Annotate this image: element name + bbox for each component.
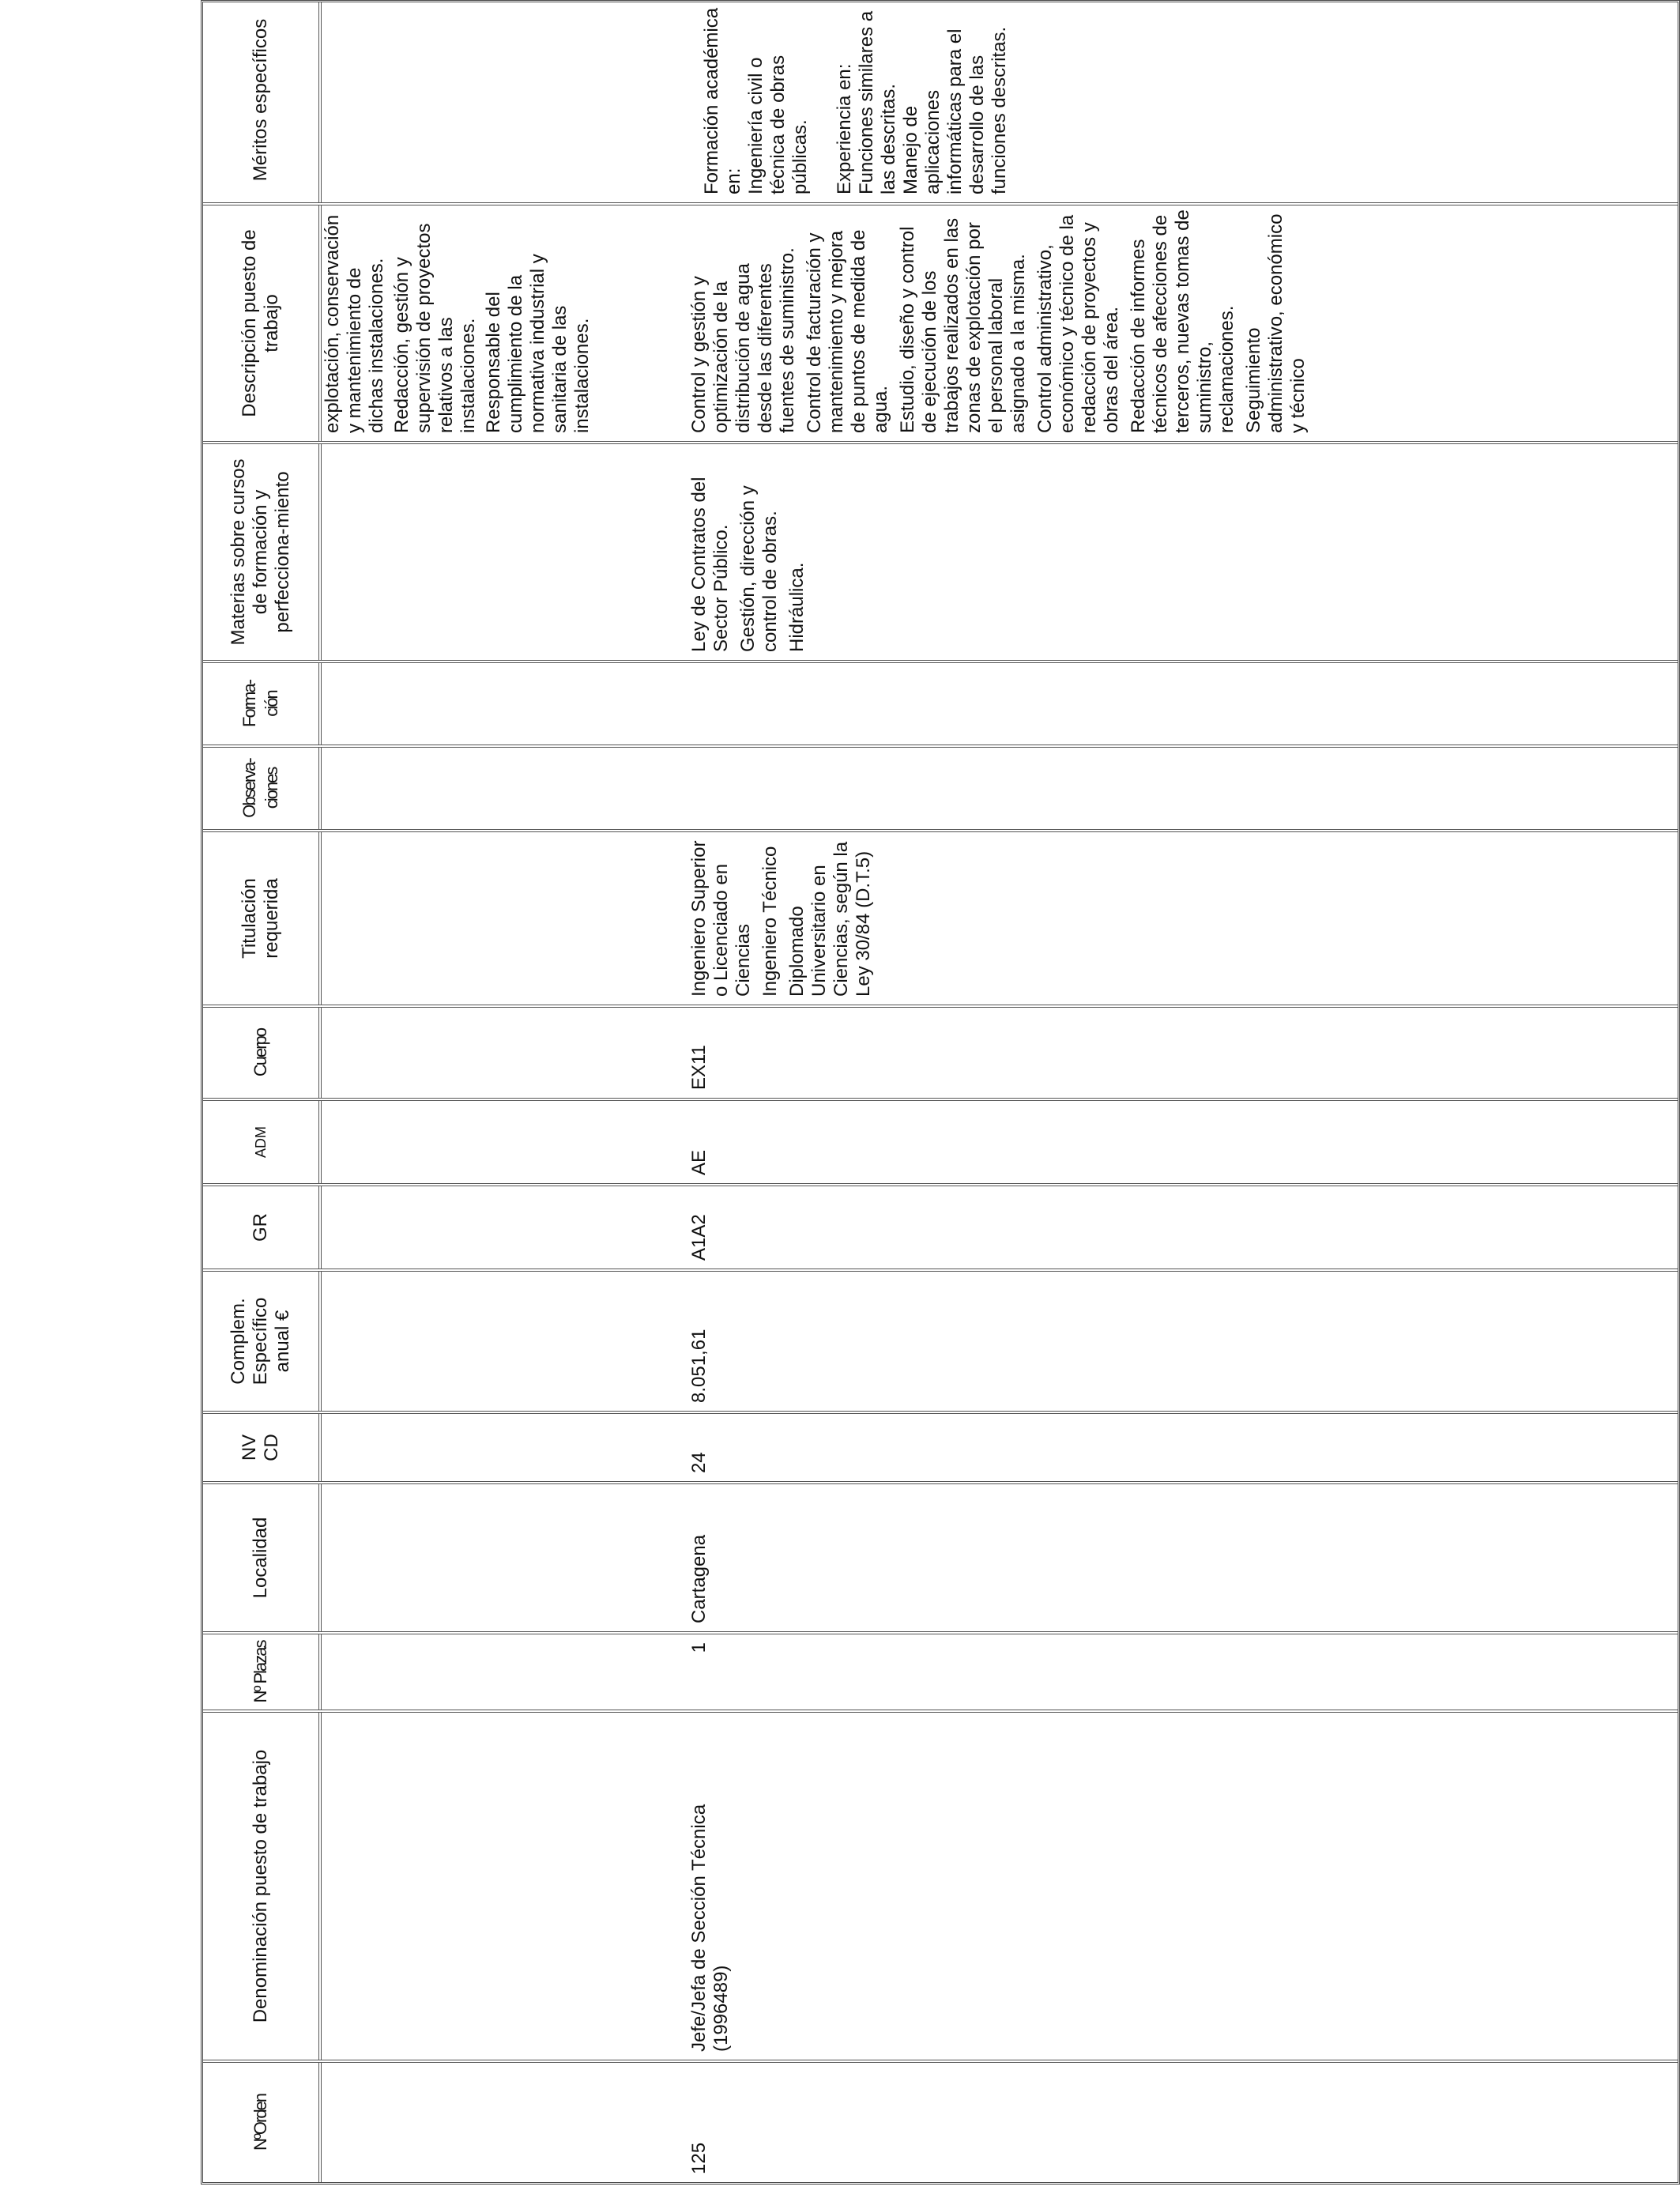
descripcion-item: Estudio, diseño y control de ejecución de los trabajos realizados en las zonas de explotación por el personal laboral asignado a la misma.	[897, 217, 1029, 433]
header-denominacion: Denominación puesto de trabajo	[203, 1713, 322, 2060]
cell-descripcion-previous	[322, 209, 597, 433]
titulacion-item: Ingeniero Superior o Licenciado en Ciencias	[688, 840, 754, 997]
header-descripcion: Descripción puesto de trabajo	[203, 205, 322, 441]
column-titulacion	[203, 829, 1678, 1005]
column-cuerpo	[203, 1005, 1678, 1098]
cell-cuerpo: EX11	[688, 1045, 710, 1090]
column-meritos	[203, 0, 1678, 202]
titulacion-item: Ingeniero Técnico	[759, 846, 781, 997]
titulacion-item: Diplomado Universitario en Ciencias, según la Ley 30/84 (D.T.5)	[786, 841, 874, 997]
column-materias	[203, 441, 1678, 660]
header-nivel: NV CD	[203, 1414, 322, 1481]
job-positions-table	[201, 0, 1680, 2185]
cell-localidad: Cartagena	[688, 1534, 710, 1623]
header-formacion: Forma-ción	[203, 663, 322, 745]
header-grupo: GR	[203, 1186, 322, 1269]
cell-complemento: 8.051,61	[688, 1329, 710, 1403]
header-localidad: Localidad	[203, 1484, 322, 1631]
cell-descripcion	[688, 209, 1314, 433]
header-plazas: Nº Plazas	[203, 1634, 322, 1710]
column-descripcion	[203, 202, 1678, 441]
descripcion-item: Redacción, gestión y supervisión de proyectos relativos a las instalaciones.	[391, 223, 479, 433]
cell-nivel: 24	[688, 1452, 710, 1473]
column-nivel	[203, 1411, 1678, 1481]
descripcion-item: Control administrativo, económico y técnico de la redacción de proyectos y obras del área.	[1034, 214, 1122, 433]
cell-grupo: A1A2	[688, 1214, 710, 1261]
column-denominacion	[203, 1710, 1678, 2060]
descripcion-item: Redacción de informes técnicos de afecciones de terceros, nuevas tomas de suministro, reclamaciones.	[1128, 209, 1237, 433]
cell-adm: AE	[688, 1149, 710, 1175]
merito-line: Manejo de aplicaciones informáticas para el desarrollo de las funciones descritas.	[900, 26, 1010, 194]
merito-line: Formación académica en:	[701, 7, 744, 194]
column-plazas	[203, 1631, 1678, 1710]
descripcion-item: Responsable del cumplimiento de la normativa industrial y sanitaria de las instalaciones.	[483, 254, 593, 433]
header-adm: ADM	[203, 1101, 322, 1183]
cell-plazas: 1	[688, 1642, 710, 1653]
cell-denominacion: Jefe/Jefa de Sección Técnica (1996489)	[688, 1804, 732, 2052]
descripcion-item: Control de facturación y mantenimiento y mejora de puntos de medida de agua.	[804, 229, 891, 433]
descripcion-item: explotación, conservación y mantenimiento de dichas instalaciones.	[322, 214, 387, 433]
cell-meritos	[701, 6, 1011, 194]
materia-item: Hidráulica.	[786, 562, 808, 652]
header-complemento: Complem. Específico anual €	[203, 1272, 322, 1411]
header-orden: NºOrden	[203, 2063, 322, 2182]
header-meritos: Méritos específicos	[203, 0, 322, 202]
cell-titulacion	[688, 840, 880, 997]
column-observaciones	[203, 745, 1678, 829]
header-materias: Materias sobre cursos de formación y perfecciona-miento	[203, 444, 322, 660]
column-grupo	[203, 1183, 1678, 1269]
materia-item: Ley de Contratos del Sector Público.	[688, 477, 732, 652]
merito-line: Funciones similares a las descritas.	[856, 10, 899, 194]
descripcion-item: Seguimiento administrativo, económico y técnico	[1243, 213, 1309, 433]
header-cuerpo: Cuerpo	[203, 1008, 322, 1098]
merito-line: Ingeniería civil o técnica de obras públicas.	[745, 55, 811, 194]
column-orden	[203, 2060, 1678, 2182]
column-adm	[203, 1098, 1678, 1183]
column-formacion	[203, 660, 1678, 745]
header-observaciones: Observa-ciones	[203, 748, 322, 829]
cell-orden: 125	[688, 2142, 710, 2174]
merito-line: Experiencia en:	[834, 63, 855, 194]
column-complemento	[203, 1269, 1678, 1411]
header-titulacion: Titulación requerida	[203, 832, 322, 1005]
column-localidad	[203, 1481, 1678, 1631]
cell-materias	[688, 452, 813, 652]
descripcion-item: Control y gestión y optimización de la distribución de agua desde las diferentes fuentes de suministro.	[688, 247, 798, 433]
materia-item: Gestión, dirección y control de obras.	[737, 485, 781, 652]
merito-line	[812, 6, 834, 194]
